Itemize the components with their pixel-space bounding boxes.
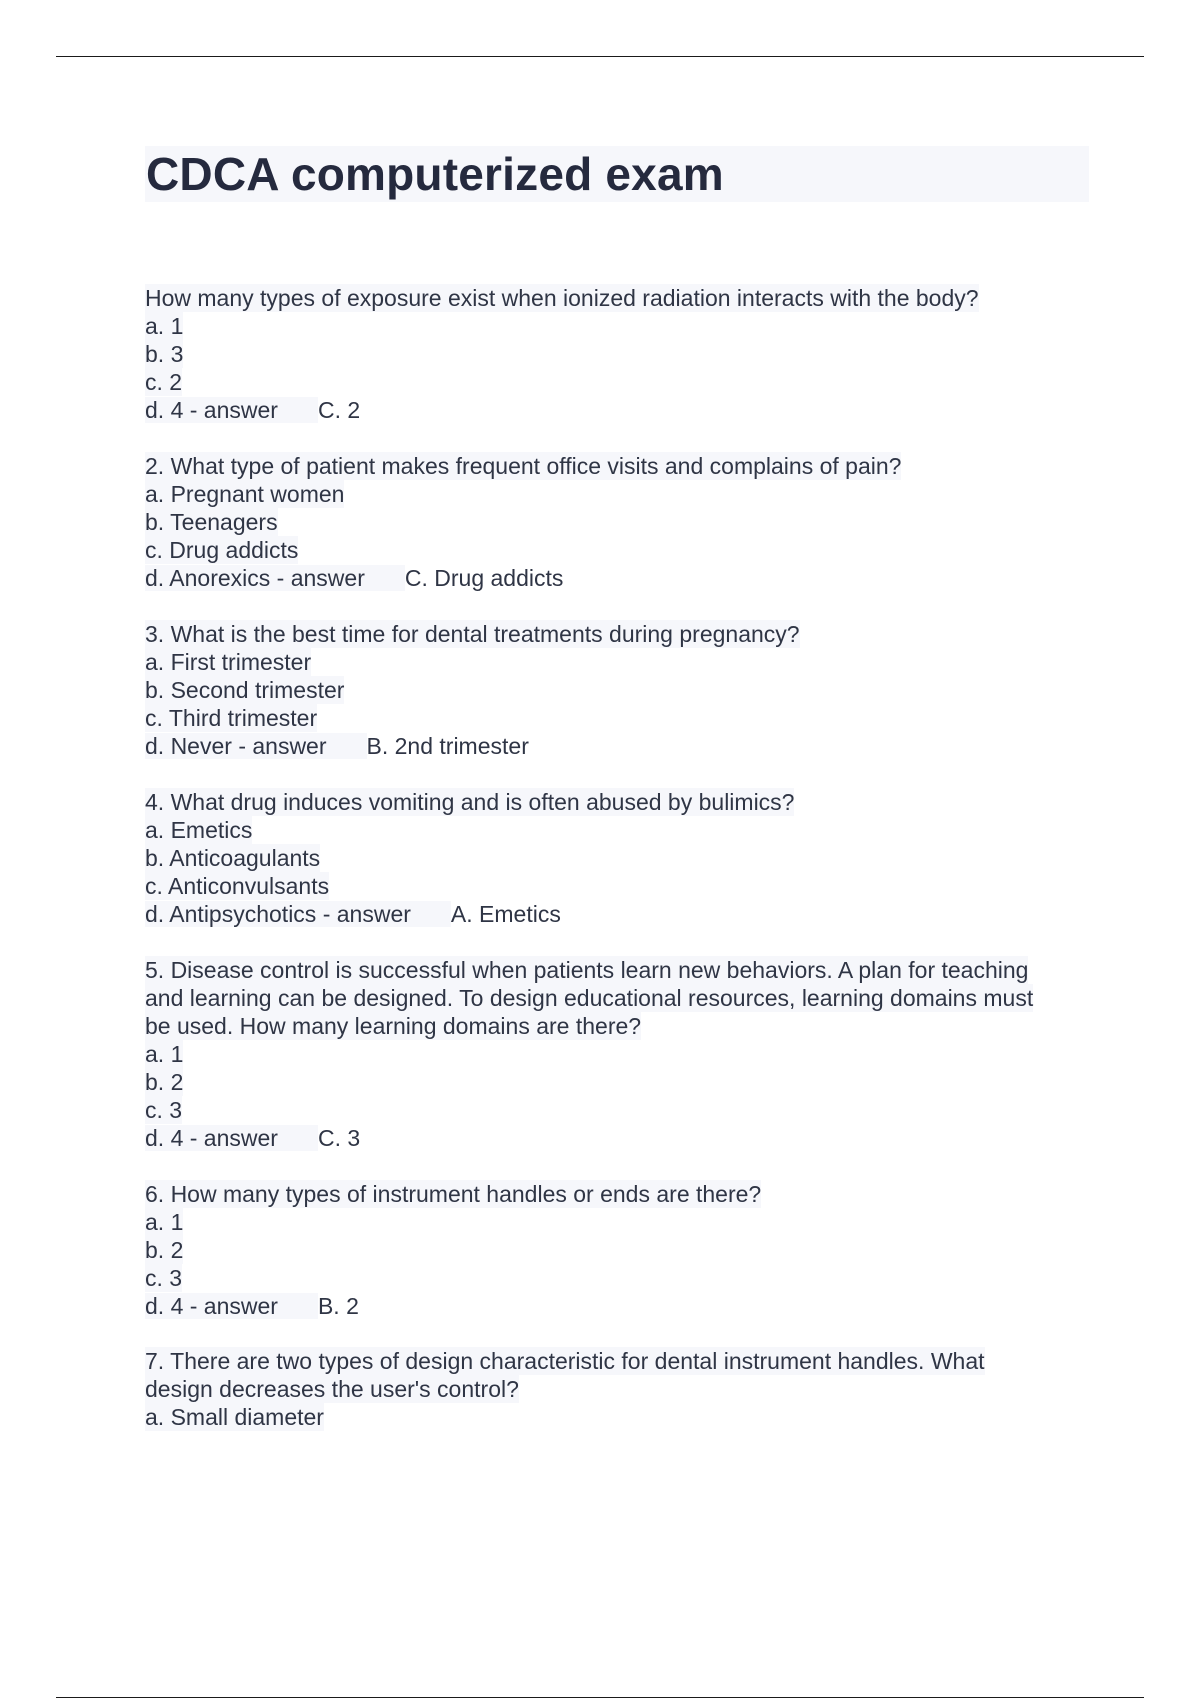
question-5 — [145, 956, 1085, 1152]
question-1 — [145, 284, 1085, 424]
option-c: c. Third trimester — [145, 705, 318, 731]
answer-key: C. 2 — [317, 397, 361, 423]
question-list — [145, 284, 1085, 1459]
question-text-line: be used. How many learning domains are there? — [145, 1013, 642, 1039]
option-c: c. 3 — [145, 1265, 183, 1291]
option-a: a. 1 — [145, 1041, 184, 1067]
question-text: 4. What drug induces vomiting and is often abused by bulimics? — [145, 789, 795, 815]
question-text: 2. What type of patient makes frequent office visits and complains of pain? — [145, 453, 902, 479]
answer-key: C. Drug addicts — [404, 565, 564, 591]
option-d-with-answer — [145, 1124, 360, 1152]
option-d: d. Never - answer — [145, 733, 367, 759]
option-b: b. Teenagers — [145, 509, 278, 535]
question-7 — [145, 1347, 1085, 1431]
top-rule — [56, 56, 1144, 57]
question-text: 3. What is the best time for dental treatments during pregnancy? — [145, 621, 800, 647]
bottom-rule — [56, 1697, 1144, 1698]
option-a: a. First trimester — [145, 649, 312, 675]
option-b: b. 3 — [145, 341, 184, 367]
question-text: 6. How many types of instrument handles or ends are there? — [145, 1181, 762, 1207]
option-b: b. 2 — [145, 1237, 184, 1263]
question-text-line: 5. Disease control is successful when patients learn new behaviors. A plan for teaching — [145, 957, 1029, 983]
answer-key: B. 2nd trimester — [366, 733, 529, 759]
option-d: d. 4 - answer — [145, 397, 318, 423]
option-d: d. Antipsychotics - answer — [145, 901, 451, 927]
option-d: d. 4 - answer — [145, 1125, 318, 1151]
option-d: d. Anorexics - answer — [145, 565, 405, 591]
option-a: a. 1 — [145, 1209, 184, 1235]
answer-key: A. Emetics — [450, 901, 561, 927]
option-d-with-answer — [145, 396, 360, 424]
option-b: b. Anticoagulants — [145, 845, 321, 871]
answer-key: C. 3 — [317, 1125, 361, 1151]
option-d-with-answer — [145, 564, 563, 592]
answer-key: B. 2 — [317, 1293, 359, 1319]
option-c: c. 2 — [145, 369, 183, 395]
option-a: a. Small diameter — [145, 1404, 324, 1430]
question-4 — [145, 788, 1085, 928]
question-6 — [145, 1180, 1085, 1320]
option-b: b. 2 — [145, 1069, 184, 1095]
question-text-line: design decreases the user's control? — [145, 1376, 519, 1402]
question-text-line: and learning can be designed. To design educational resources, learning domains must — [145, 985, 1034, 1011]
option-d: d. 4 - answer — [145, 1293, 318, 1319]
page-title: CDCA computerized exam — [146, 148, 724, 200]
option-a: a. Pregnant women — [145, 481, 345, 507]
option-c: c. Drug addicts — [145, 537, 299, 563]
option-c: c. 3 — [145, 1097, 183, 1123]
option-d-with-answer — [145, 900, 561, 928]
option-d-with-answer — [145, 1292, 359, 1320]
question-2 — [145, 452, 1085, 592]
option-a: a. Emetics — [145, 817, 253, 843]
option-b: b. Second trimester — [145, 677, 345, 703]
question-text: How many types of exposure exist when ionized radiation interacts with the body? — [145, 285, 979, 311]
option-c: c. Anticonvulsants — [145, 873, 330, 899]
question-3 — [145, 620, 1085, 760]
option-a: a. 1 — [145, 313, 184, 339]
question-text-line: 7. There are two types of design characteristic for dental instrument handles. What — [145, 1348, 985, 1374]
option-d-with-answer — [145, 732, 529, 760]
